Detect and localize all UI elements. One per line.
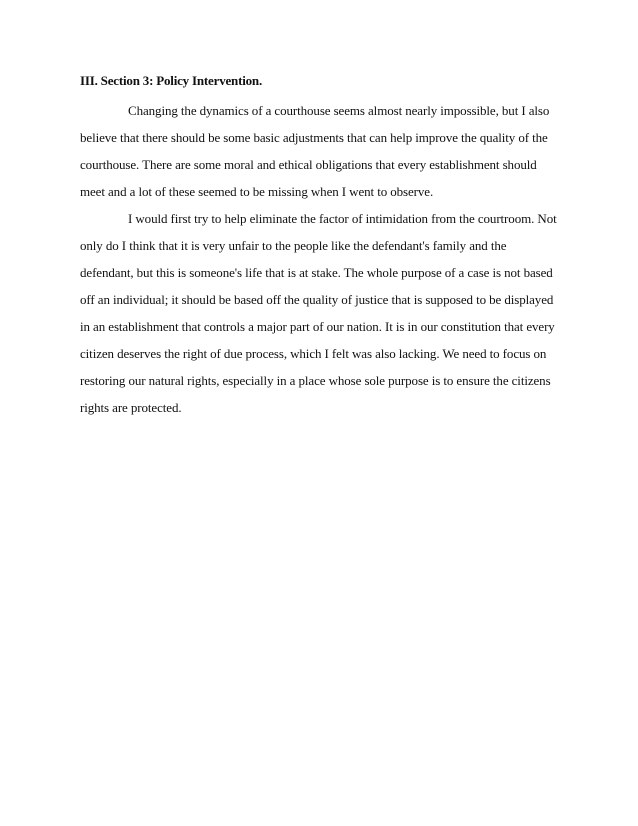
paragraph-1: Changing the dynamics of a courthouse seems almost nearly impossible, but I also believe that there should be some basic adjustments that can help improve the quality of the courthouse. There are some moral and ethical obligations that every establishment should meet and a lot of these seemed to be missing when I went to observe. xyxy=(80,103,550,199)
document-body xyxy=(80,72,558,421)
paragraph-2: I would first try to help eliminate the factor of intimidation from the courtroom. Not only do I think that it is very unfair to the people like the defendant's family and the defendant, but this is someone's life that is at stake. The whole purpose of a case is not based off an individual; it should be based off the quality of justice that is supposed to be displayed in an establishment that controls a major part of our nation. It is in our constitution that every citizen deserves the right of due process, which I felt was also lacking. We need to focus on restoring our natural rights, especially in a place whose sole purpose is to ensure the citizens rights are protected. xyxy=(80,211,557,415)
section-heading: III. Section 3: Policy Intervention. xyxy=(80,73,263,88)
